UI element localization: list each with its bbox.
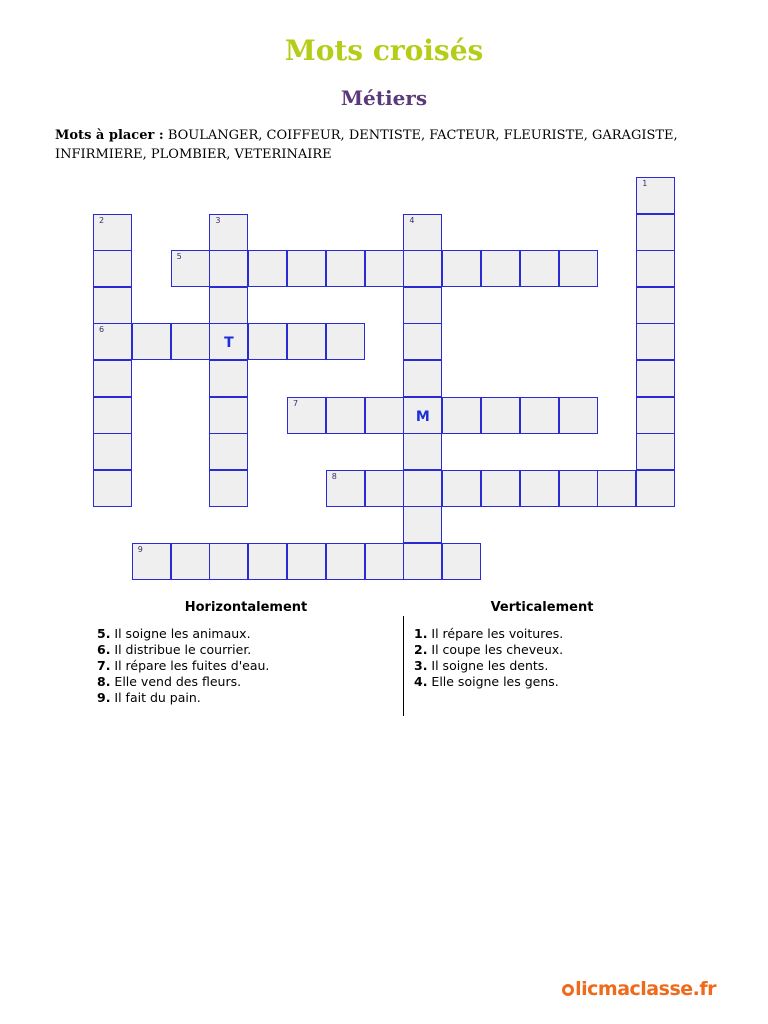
grid-cell[interactable]: [326, 470, 365, 507]
grid-cell[interactable]: [403, 214, 442, 251]
grid-cell[interactable]: [442, 250, 481, 287]
grid-cell[interactable]: [559, 470, 598, 507]
grid-cell[interactable]: [209, 214, 248, 251]
grid-cell[interactable]: [171, 543, 210, 580]
down-clue: [414, 626, 563, 642]
grid-cell[interactable]: [520, 250, 559, 287]
grid-cell[interactable]: [403, 360, 442, 397]
clue-number: 4: [409, 215, 415, 225]
across-heading: Horizontalement: [184, 600, 308, 615]
grid-cell[interactable]: [403, 433, 442, 470]
grid-cell[interactable]: [365, 470, 404, 507]
grid-cell[interactable]: [93, 470, 132, 507]
grid-cell[interactable]: [326, 397, 365, 434]
grid-cell[interactable]: [326, 250, 365, 287]
grid-cell[interactable]: [93, 250, 132, 287]
grid-cell[interactable]: [287, 543, 326, 580]
down-heading: Verticalement: [490, 600, 594, 615]
across-clue: [97, 690, 269, 706]
grid-cell[interactable]: [559, 250, 598, 287]
clue-text: Il coupe les cheveux.: [427, 642, 564, 657]
grid-cell[interactable]: [597, 470, 636, 507]
grid-cell[interactable]: [520, 470, 559, 507]
grid-cell[interactable]: [442, 543, 481, 580]
grid-cell[interactable]: [365, 250, 404, 287]
clue-number: 1: [642, 179, 648, 188]
grid-cell[interactable]: [248, 543, 287, 580]
grid-cell[interactable]: [93, 214, 132, 251]
page-subtitle: Métiers: [340, 86, 428, 110]
grid-cell[interactable]: [403, 470, 442, 507]
grid-cell[interactable]: [636, 287, 675, 324]
clue-text: Il répare les voitures.: [427, 626, 564, 641]
grid-cell[interactable]: [365, 397, 404, 434]
clue-number: 6: [99, 325, 105, 335]
clue-num: 2.: [414, 642, 428, 657]
clue-text: Il soigne les dents.: [427, 658, 549, 673]
grid-cell[interactable]: [403, 287, 442, 324]
clue-num: 6.: [97, 642, 111, 657]
grid-cell[interactable]: [403, 543, 442, 580]
grid-cell[interactable]: [442, 397, 481, 434]
grid-cell[interactable]: [636, 214, 675, 251]
grid-cell[interactable]: [93, 287, 132, 324]
down-clue-list: [414, 626, 563, 690]
grid-cell[interactable]: [287, 323, 326, 360]
page-title: Mots croisés: [284, 34, 484, 67]
grid-cell[interactable]: [209, 287, 248, 324]
grid-cell[interactable]: [209, 433, 248, 470]
grid-cell[interactable]: [636, 323, 675, 360]
grid-cell[interactable]: [481, 397, 520, 434]
clue-num: 4.: [414, 674, 428, 689]
grid-cell[interactable]: [248, 323, 287, 360]
clue-number: 8: [331, 471, 337, 481]
grid-cell[interactable]: [93, 433, 132, 470]
grid-cell[interactable]: [442, 470, 481, 507]
grid-cell[interactable]: [171, 323, 210, 360]
word-bank-list: BOULANGER, COIFFEUR, DENTISTE, FACTEUR, FLEURISTE, GARAGISTE, INFIRMIERE, PLOMBIER, VETERINAIRE: [55, 128, 678, 162]
clue-text: Il distribue le courrier.: [110, 642, 252, 657]
grid-cell[interactable]: [93, 360, 132, 397]
clue-divider: [403, 616, 404, 716]
grid-cell[interactable]: [326, 543, 365, 580]
clue-num: 3.: [414, 658, 428, 673]
clue-number: 9: [137, 545, 143, 554]
grid-cell[interactable]: [636, 360, 675, 397]
across-clue: [97, 674, 269, 690]
given-letter: M: [415, 408, 430, 425]
clue-text: Il fait du pain.: [110, 690, 201, 705]
clue-num: 8.: [97, 674, 111, 689]
grid-cell[interactable]: [132, 543, 171, 580]
grid-cell[interactable]: [636, 470, 675, 507]
word-bank-label: Mots à placer :: [55, 128, 164, 143]
grid-cell[interactable]: [403, 506, 442, 543]
clue-number: 3: [215, 215, 221, 225]
grid-cell[interactable]: [209, 323, 248, 360]
given-letter: T: [224, 335, 234, 352]
clue-num: 7.: [97, 658, 111, 673]
grid-cell[interactable]: [93, 323, 132, 360]
grid-cell[interactable]: [326, 323, 365, 360]
grid-cell[interactable]: [171, 250, 210, 287]
clue-text: Il répare les fuites d'eau.: [110, 658, 270, 673]
logo-mark-icon: [562, 984, 574, 996]
grid-cell[interactable]: [287, 250, 326, 287]
clue-num: 5.: [97, 626, 111, 641]
grid-cell[interactable]: [132, 323, 171, 360]
grid-cell[interactable]: [559, 397, 598, 434]
grid-cell[interactable]: [636, 250, 675, 287]
grid-cell[interactable]: [636, 177, 675, 214]
grid-cell[interactable]: [636, 397, 675, 434]
across-clue: [97, 642, 269, 658]
grid-cell[interactable]: [209, 360, 248, 397]
clicmaclasse-logo: licmaclasse.fr: [562, 978, 716, 1000]
grid-cell[interactable]: [209, 470, 248, 507]
clue-text: Elle vend des fleurs.: [110, 674, 242, 689]
grid-cell[interactable]: [287, 397, 326, 434]
grid-cell[interactable]: [209, 397, 248, 434]
clue-number: 2: [99, 215, 105, 225]
down-clue: [414, 674, 563, 690]
clue-num: 9.: [97, 690, 111, 705]
grid-cell[interactable]: [520, 397, 559, 434]
clue-text: Elle soigne les gens.: [427, 674, 559, 689]
grid-cell[interactable]: [93, 397, 132, 434]
clue-number: 7: [293, 398, 299, 408]
clue-number: 5: [176, 252, 182, 262]
clue-text: Il soigne les animaux.: [110, 626, 251, 641]
across-clue: [97, 626, 269, 642]
grid-cell[interactable]: [481, 470, 520, 507]
across-clue-list: [97, 626, 269, 706]
down-clue: [414, 658, 563, 674]
across-clue: [97, 658, 269, 674]
grid-cell[interactable]: [248, 250, 287, 287]
clue-num: 1.: [414, 626, 428, 641]
grid-cell[interactable]: [365, 543, 404, 580]
grid-cell[interactable]: [403, 250, 442, 287]
grid-cell[interactable]: [209, 543, 248, 580]
grid-cell[interactable]: [481, 250, 520, 287]
grid-cell[interactable]: [209, 250, 248, 287]
grid-cell[interactable]: [403, 397, 442, 434]
grid-cell[interactable]: [403, 323, 442, 360]
grid-cell[interactable]: [636, 433, 675, 470]
down-clue: [414, 642, 563, 658]
